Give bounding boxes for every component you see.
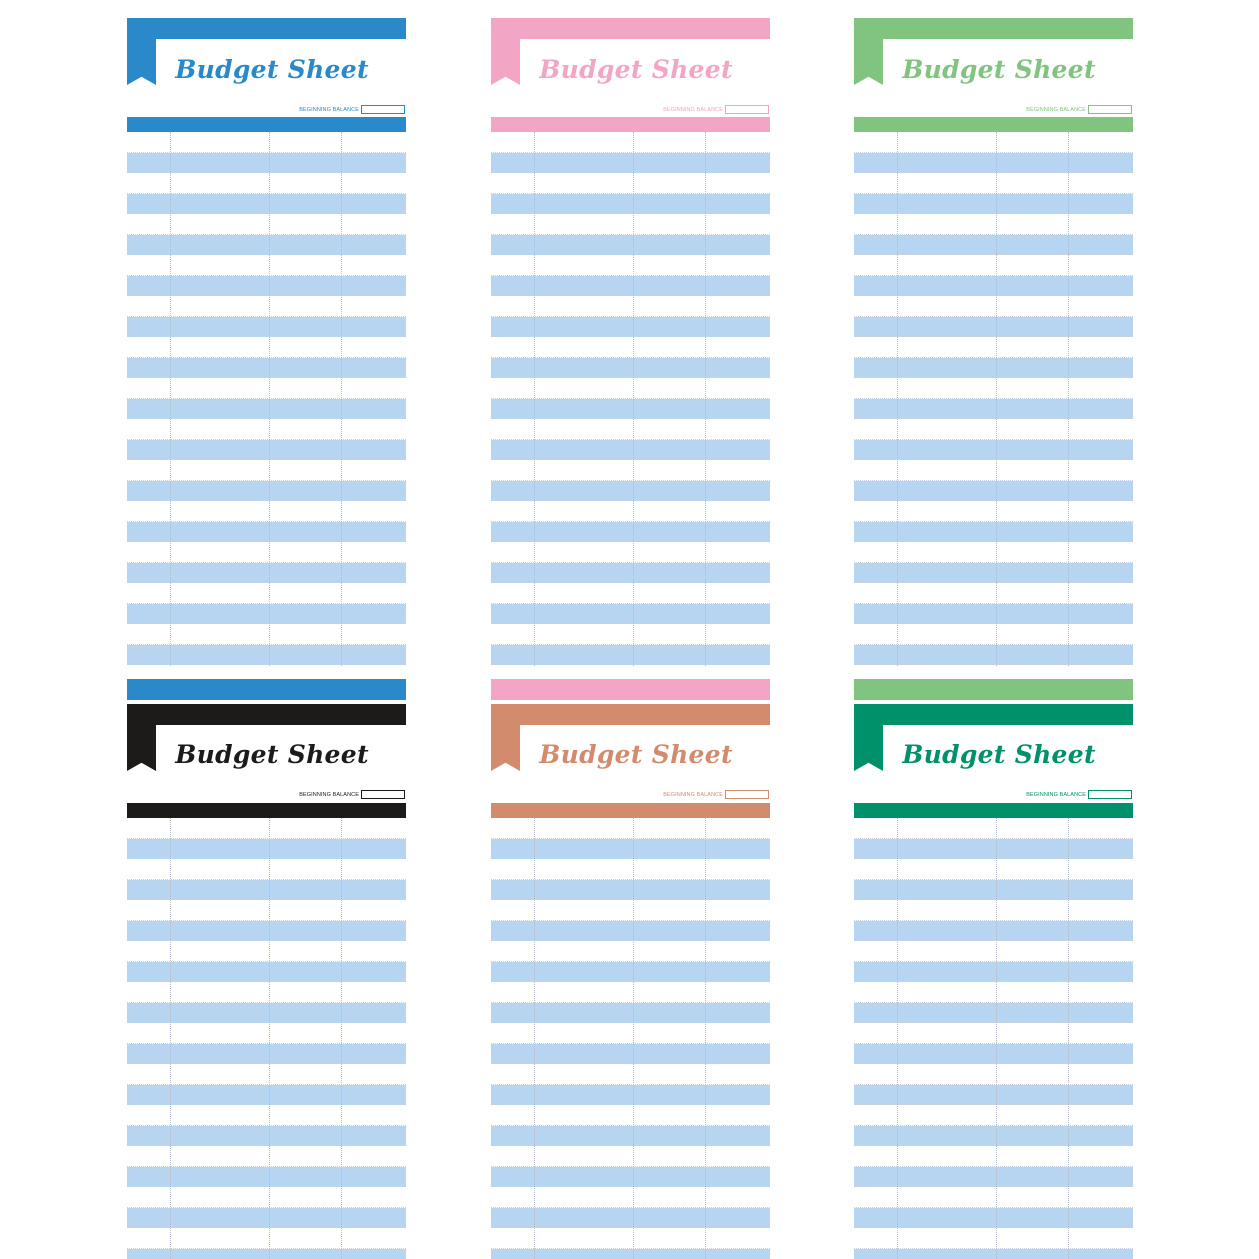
column-divider bbox=[534, 818, 535, 1259]
table-row[interactable] bbox=[491, 1228, 770, 1249]
header-band bbox=[854, 679, 1133, 700]
table-row[interactable] bbox=[127, 317, 406, 338]
column-divider bbox=[897, 818, 898, 1259]
table-row[interactable] bbox=[491, 1064, 770, 1085]
table-row[interactable] bbox=[491, 982, 770, 1003]
accent-band bbox=[491, 704, 770, 725]
table-row[interactable] bbox=[491, 900, 770, 921]
beginning-balance-field[interactable] bbox=[725, 790, 769, 799]
table-row[interactable] bbox=[127, 1167, 406, 1188]
table-row[interactable] bbox=[491, 235, 770, 256]
table-row[interactable] bbox=[491, 1249, 770, 1259]
table-row[interactable] bbox=[127, 296, 406, 317]
table-row[interactable] bbox=[491, 818, 770, 839]
table-row[interactable] bbox=[491, 132, 770, 153]
table-row[interactable] bbox=[491, 1146, 770, 1167]
table-row[interactable] bbox=[491, 921, 770, 942]
table-row[interactable] bbox=[854, 153, 1133, 174]
table-row[interactable] bbox=[854, 982, 1133, 1003]
table-header-bar bbox=[854, 117, 1133, 132]
table-row[interactable] bbox=[491, 337, 770, 358]
table-row[interactable] bbox=[491, 153, 770, 174]
sheet-title: Budget Sheet bbox=[539, 55, 733, 84]
table-row[interactable] bbox=[491, 255, 770, 276]
table-row[interactable] bbox=[127, 214, 406, 235]
table-row[interactable] bbox=[854, 563, 1133, 584]
table-row[interactable] bbox=[127, 276, 406, 297]
table-row[interactable] bbox=[127, 1208, 406, 1229]
table-row[interactable] bbox=[127, 604, 406, 625]
table-row[interactable] bbox=[854, 501, 1133, 522]
table-row[interactable] bbox=[854, 1228, 1133, 1249]
table-row[interactable] bbox=[854, 214, 1133, 235]
table-row[interactable] bbox=[491, 440, 770, 461]
table-row[interactable] bbox=[127, 481, 406, 502]
table-row[interactable] bbox=[127, 880, 406, 901]
table-row[interactable] bbox=[491, 1208, 770, 1229]
table-row[interactable] bbox=[491, 1126, 770, 1147]
table-row[interactable] bbox=[127, 1044, 406, 1065]
table-row[interactable] bbox=[491, 378, 770, 399]
column-divider bbox=[269, 818, 270, 1259]
table-row[interactable] bbox=[127, 460, 406, 481]
table-row[interactable] bbox=[491, 542, 770, 563]
beginning-balance-label: BEGINNING BALANCE bbox=[299, 106, 359, 113]
table-row[interactable] bbox=[854, 604, 1133, 625]
table-row[interactable] bbox=[491, 522, 770, 543]
table-row[interactable] bbox=[854, 235, 1133, 256]
table-row[interactable] bbox=[127, 941, 406, 962]
table-header-bar bbox=[127, 803, 406, 818]
table-row[interactable] bbox=[491, 859, 770, 880]
budget-sheet-black bbox=[127, 679, 406, 1259]
table-row[interactable] bbox=[127, 859, 406, 880]
table-row[interactable] bbox=[491, 839, 770, 860]
table-row[interactable] bbox=[127, 1187, 406, 1208]
column-divider bbox=[341, 132, 342, 666]
column-divider bbox=[996, 818, 997, 1259]
table-row[interactable] bbox=[491, 604, 770, 625]
table-row[interactable] bbox=[127, 962, 406, 983]
table-row[interactable] bbox=[491, 419, 770, 440]
beginning-balance-field[interactable] bbox=[361, 790, 405, 799]
beginning-balance bbox=[1026, 790, 1132, 799]
table-row[interactable] bbox=[127, 900, 406, 921]
column-divider bbox=[170, 132, 171, 666]
table-row[interactable] bbox=[127, 982, 406, 1003]
table-row[interactable] bbox=[127, 1228, 406, 1249]
sheet-title: Budget Sheet bbox=[539, 740, 733, 769]
column-divider bbox=[341, 818, 342, 1259]
table-row[interactable] bbox=[127, 1126, 406, 1147]
beginning-balance bbox=[663, 790, 769, 799]
table-row[interactable] bbox=[854, 276, 1133, 297]
table-row[interactable] bbox=[491, 962, 770, 983]
table-row[interactable] bbox=[854, 132, 1133, 153]
table-row[interactable] bbox=[491, 1167, 770, 1188]
table-row[interactable] bbox=[127, 624, 406, 645]
sheet-title: Budget Sheet bbox=[175, 740, 369, 769]
table-row[interactable] bbox=[854, 194, 1133, 215]
budget-table bbox=[491, 818, 770, 1259]
table-row[interactable] bbox=[491, 645, 770, 666]
table-row[interactable] bbox=[127, 1249, 406, 1259]
column-divider bbox=[996, 132, 997, 666]
table-row[interactable] bbox=[854, 941, 1133, 962]
table-row[interactable] bbox=[127, 440, 406, 461]
table-row[interactable] bbox=[854, 880, 1133, 901]
table-row[interactable] bbox=[854, 522, 1133, 543]
sheet-title: Budget Sheet bbox=[902, 740, 1096, 769]
column-divider bbox=[534, 132, 535, 666]
table-row[interactable] bbox=[491, 317, 770, 338]
table-row[interactable] bbox=[491, 1023, 770, 1044]
header-band bbox=[127, 18, 406, 39]
table-row[interactable] bbox=[127, 419, 406, 440]
column-divider bbox=[1068, 818, 1069, 1259]
table-row[interactable] bbox=[854, 1085, 1133, 1106]
table-row[interactable] bbox=[854, 1208, 1133, 1229]
table-row[interactable] bbox=[854, 460, 1133, 481]
table-row[interactable] bbox=[854, 399, 1133, 420]
budget-sheet-blue bbox=[127, 18, 406, 666]
table-row[interactable] bbox=[854, 839, 1133, 860]
table-row[interactable] bbox=[127, 399, 406, 420]
table-row[interactable] bbox=[127, 645, 406, 666]
table-row[interactable] bbox=[491, 1044, 770, 1065]
table-row[interactable] bbox=[854, 962, 1133, 983]
table-row[interactable] bbox=[127, 337, 406, 358]
table-row[interactable] bbox=[127, 583, 406, 604]
header-band bbox=[491, 18, 770, 39]
table-row[interactable] bbox=[127, 921, 406, 942]
table-row[interactable] bbox=[854, 1187, 1133, 1208]
beginning-balance bbox=[299, 790, 405, 799]
table-row[interactable] bbox=[491, 1105, 770, 1126]
ribbon-bookmark bbox=[854, 39, 883, 85]
ribbon-bookmark bbox=[854, 725, 883, 771]
beginning-balance bbox=[663, 105, 769, 114]
beginning-balance-label: BEGINNING BALANCE bbox=[1026, 791, 1086, 798]
table-row[interactable] bbox=[491, 481, 770, 502]
table-row[interactable] bbox=[491, 460, 770, 481]
table-row[interactable] bbox=[854, 900, 1133, 921]
table-row[interactable] bbox=[127, 542, 406, 563]
table-row[interactable] bbox=[854, 1023, 1133, 1044]
beginning-balance-field[interactable] bbox=[1088, 105, 1132, 114]
table-row[interactable] bbox=[854, 1249, 1133, 1259]
table-row[interactable] bbox=[854, 1044, 1133, 1065]
table-row[interactable] bbox=[854, 440, 1133, 461]
table-row[interactable] bbox=[854, 1064, 1133, 1085]
table-row[interactable] bbox=[854, 255, 1133, 276]
table-row[interactable] bbox=[491, 173, 770, 194]
table-row[interactable] bbox=[127, 255, 406, 276]
table-header-bar bbox=[491, 117, 770, 132]
budget-table bbox=[127, 132, 406, 666]
beginning-balance-field[interactable] bbox=[725, 105, 769, 114]
header-band bbox=[127, 679, 406, 700]
sheet-title: Budget Sheet bbox=[902, 55, 1096, 84]
column-divider bbox=[897, 132, 898, 666]
table-row[interactable] bbox=[491, 399, 770, 420]
table-row[interactable] bbox=[491, 563, 770, 584]
table-row[interactable] bbox=[854, 921, 1133, 942]
table-row[interactable] bbox=[854, 419, 1133, 440]
column-divider bbox=[1068, 132, 1069, 666]
header-band bbox=[854, 18, 1133, 39]
table-row[interactable] bbox=[127, 1064, 406, 1085]
table-row[interactable] bbox=[854, 624, 1133, 645]
table-row[interactable] bbox=[854, 645, 1133, 666]
table-header-bar bbox=[854, 803, 1133, 818]
table-row[interactable] bbox=[491, 941, 770, 962]
table-row[interactable] bbox=[491, 1085, 770, 1106]
header-band bbox=[491, 679, 770, 700]
column-divider bbox=[170, 818, 171, 1259]
accent-band bbox=[127, 704, 406, 725]
ribbon-bookmark bbox=[127, 39, 156, 85]
table-row[interactable] bbox=[854, 317, 1133, 338]
table-row[interactable] bbox=[127, 522, 406, 543]
table-row[interactable] bbox=[491, 583, 770, 604]
table-row[interactable] bbox=[491, 1187, 770, 1208]
table-row[interactable] bbox=[127, 132, 406, 153]
table-row[interactable] bbox=[854, 1167, 1133, 1188]
table-row[interactable] bbox=[127, 235, 406, 256]
budget-sheet-teal bbox=[854, 679, 1133, 1259]
budget-sheet-green bbox=[854, 18, 1133, 666]
table-row[interactable] bbox=[854, 859, 1133, 880]
table-row[interactable] bbox=[854, 1003, 1133, 1024]
budget-sheet-pink bbox=[491, 18, 770, 666]
ribbon-bookmark bbox=[127, 725, 156, 771]
table-row[interactable] bbox=[127, 563, 406, 584]
table-row[interactable] bbox=[491, 880, 770, 901]
beginning-balance-field[interactable] bbox=[1088, 790, 1132, 799]
table-row[interactable] bbox=[127, 358, 406, 379]
table-row[interactable] bbox=[127, 1146, 406, 1167]
budget-table bbox=[854, 818, 1133, 1259]
beginning-balance bbox=[299, 105, 405, 114]
table-header-bar bbox=[127, 117, 406, 132]
table-row[interactable] bbox=[491, 501, 770, 522]
table-row[interactable] bbox=[491, 214, 770, 235]
table-row[interactable] bbox=[491, 358, 770, 379]
beginning-balance-label: BEGINNING BALANCE bbox=[1026, 106, 1086, 113]
table-row[interactable] bbox=[127, 1003, 406, 1024]
table-row[interactable] bbox=[854, 542, 1133, 563]
table-row[interactable] bbox=[127, 1105, 406, 1126]
table-row[interactable] bbox=[854, 296, 1133, 317]
table-row[interactable] bbox=[491, 624, 770, 645]
budget-sheet-terracotta bbox=[491, 679, 770, 1259]
table-row[interactable] bbox=[127, 194, 406, 215]
table-row[interactable] bbox=[127, 818, 406, 839]
table-row[interactable] bbox=[854, 1146, 1133, 1167]
table-row[interactable] bbox=[854, 337, 1133, 358]
table-header-bar bbox=[491, 803, 770, 818]
column-divider bbox=[633, 818, 634, 1259]
table-row[interactable] bbox=[491, 1003, 770, 1024]
beginning-balance bbox=[1026, 105, 1132, 114]
table-row[interactable] bbox=[854, 481, 1133, 502]
column-divider bbox=[633, 132, 634, 666]
table-row[interactable] bbox=[491, 296, 770, 317]
table-row[interactable] bbox=[127, 378, 406, 399]
table-row[interactable] bbox=[854, 583, 1133, 604]
ribbon-bookmark bbox=[491, 39, 520, 85]
beginning-balance-label: BEGINNING BALANCE bbox=[299, 791, 359, 798]
table-row[interactable] bbox=[127, 153, 406, 174]
column-divider bbox=[269, 132, 270, 666]
budget-table bbox=[854, 132, 1133, 666]
accent-band bbox=[854, 704, 1133, 725]
table-row[interactable] bbox=[491, 194, 770, 215]
column-divider bbox=[705, 132, 706, 666]
beginning-balance-field[interactable] bbox=[361, 105, 405, 114]
sheet-title: Budget Sheet bbox=[175, 55, 369, 84]
table-row[interactable] bbox=[127, 501, 406, 522]
table-row[interactable] bbox=[854, 1126, 1133, 1147]
table-row[interactable] bbox=[854, 173, 1133, 194]
table-row[interactable] bbox=[127, 173, 406, 194]
budget-table bbox=[127, 818, 406, 1259]
budget-table bbox=[491, 132, 770, 666]
column-divider bbox=[705, 818, 706, 1259]
table-row[interactable] bbox=[127, 839, 406, 860]
table-row[interactable] bbox=[854, 358, 1133, 379]
table-row[interactable] bbox=[854, 818, 1133, 839]
beginning-balance-label: BEGINNING BALANCE bbox=[663, 791, 723, 798]
table-row[interactable] bbox=[854, 378, 1133, 399]
table-row[interactable] bbox=[491, 276, 770, 297]
table-row[interactable] bbox=[854, 1105, 1133, 1126]
table-row[interactable] bbox=[127, 1023, 406, 1044]
ribbon-bookmark bbox=[491, 725, 520, 771]
table-row[interactable] bbox=[127, 1085, 406, 1106]
beginning-balance-label: BEGINNING BALANCE bbox=[663, 106, 723, 113]
